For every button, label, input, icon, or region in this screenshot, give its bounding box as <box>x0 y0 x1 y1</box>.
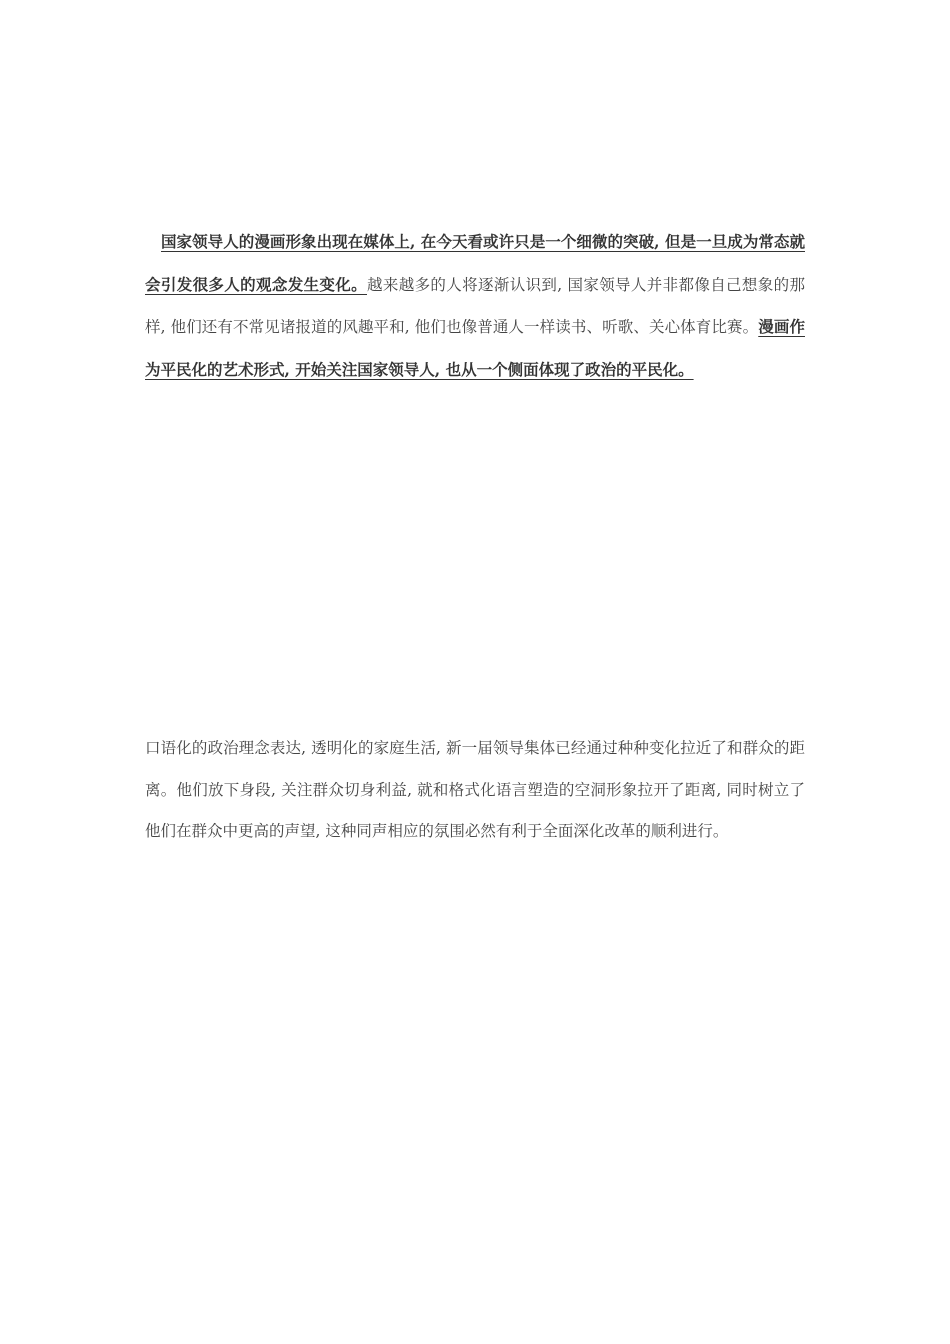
emphasized-sentence-2: 漫画作为平民化的艺术形式, 开始关注国家领导人, 也从一个侧面体现了政治的平民化。 <box>145 317 805 379</box>
emphasized-sentence-1: 国家领导人的漫画形象出现在媒体上, 在今天看或许只是一个细微的突破, 但是一旦成为常态就会引发很多人的观念发生变化。 <box>145 232 805 294</box>
paragraph-2: 口语化的政治理念表达, 透明化的家庭生活, 新一届领导集体已经通过种种变化拉近了和群众的距离。他们放下身段, 关注群众切身利益, 就和格式化语言塑造的空洞形象拉开了距离, 同时树立了他们在群众中更高的声望, 这种同声相应的氛围必然有利于全面深化改革的顺利进行。 <box>145 739 805 840</box>
plain-sentence-1: 越来越多的人将逐渐认识到, 国家领导人并非都像自己想象的那样, 他们还有不常见诸报道的风趣平和, 他们也像普通人一样读书、听歌、关心体育比赛。 <box>145 275 805 336</box>
paragraph-1 <box>145 221 805 391</box>
